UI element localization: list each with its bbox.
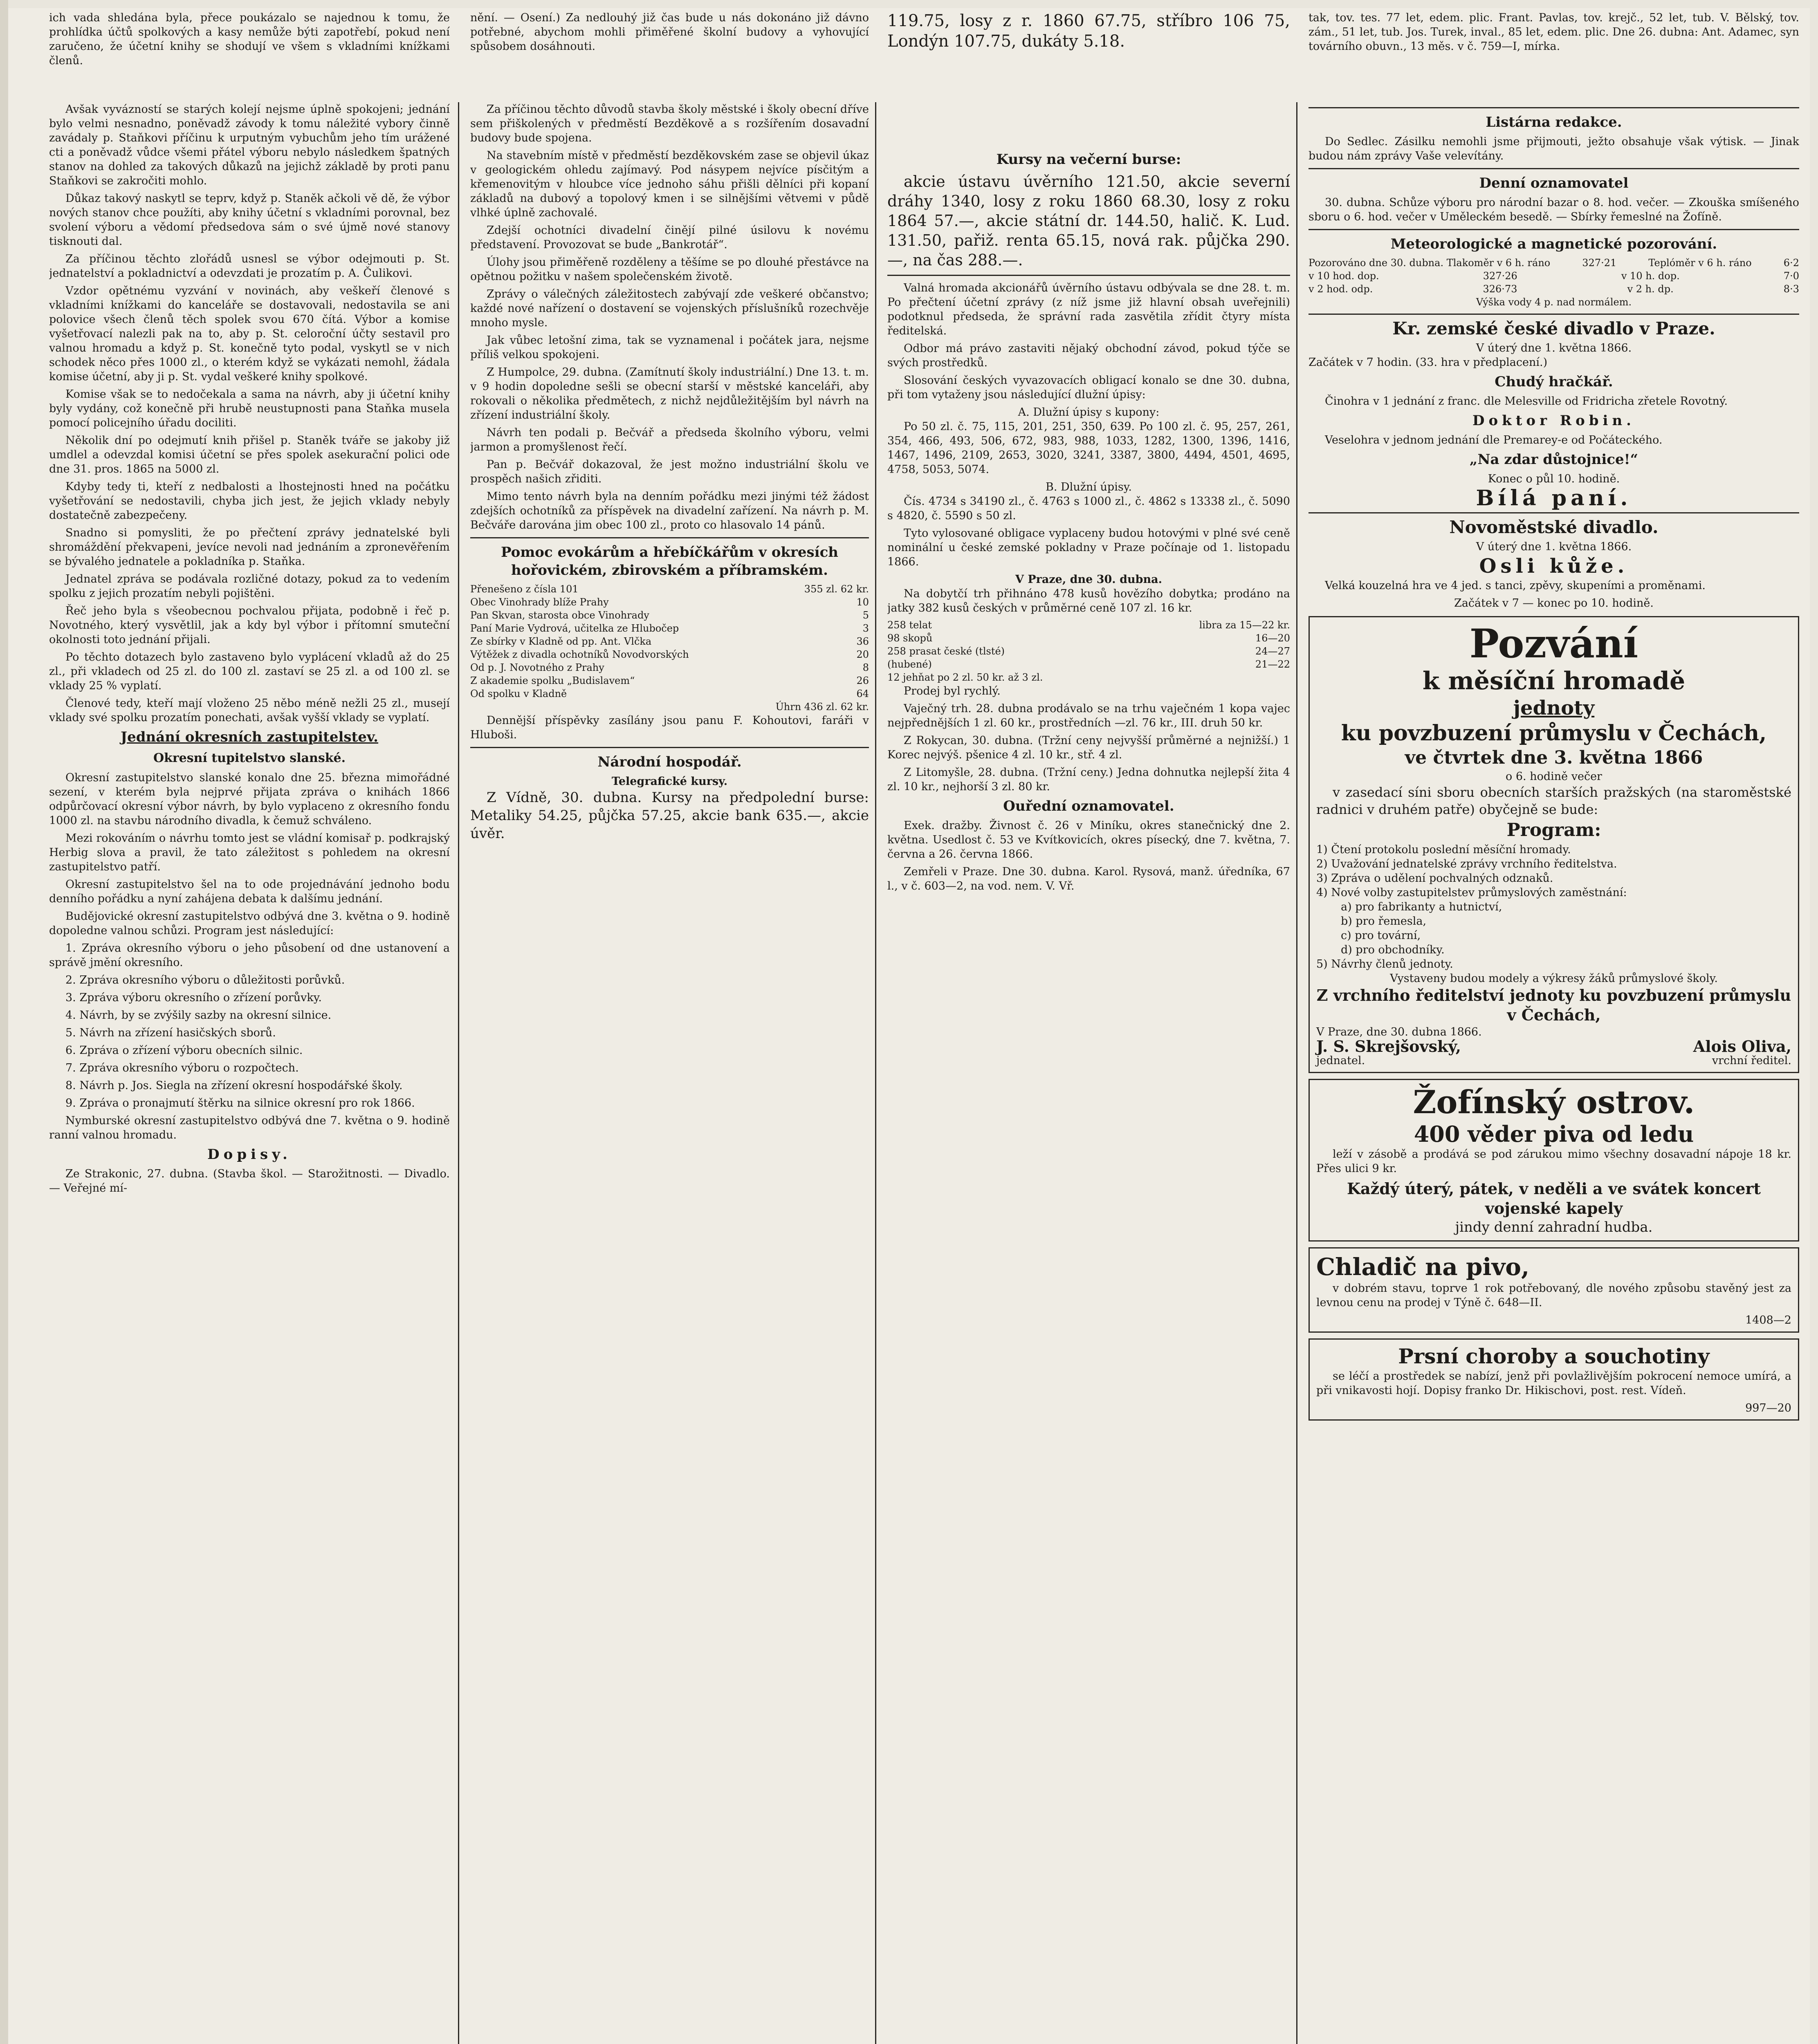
program-note: Vystaveny budou modely a výkresy žáků průmyslové školy. [1390, 972, 1718, 985]
paragraph: Důkaz takový naskytl se teprv, když p. Staněk ačkoli vě dě, že výbor nových stanov chce použíti, aby knihy účetní s vkladními porovnal, bez svolení výboru a vědomí předsedova sám o své újmě nové stanovy tisknouti dal. [49, 192, 450, 248]
column-1 [49, 102, 450, 2044]
column4-top-text: tak, tov. tes. 77 let, edem. plic. Frant. Pavlas, tov. krejč., 52 let, tub. V. Bělský, tov. zám., 51 let, tub. Jos. Turek, inval., 85 let, edem. plic. Dne 26. dubna: Ant. Adamec, syn továrního obuvn., 13 měs. v č. 759—I, mírka. [1309, 11, 1799, 53]
paragraph: Z Humpolce, 29. dubna. (Zamítnutí školy industriální.) Dne 13. t. m. v 9 hodin dopoledne sešli se obecní starší v městské kanceláři, aby rokovali o několika předmětech, z nichž nejdůležitějším byl návrh na zřízení industriální školy. [470, 366, 869, 421]
economy-heading: Národní hospodář. [597, 754, 742, 770]
donation-amount: 355 zl. 62 kr. [804, 583, 869, 595]
paragraph: Avšak vyvázností se starých kolejí nejsme úplně spokojeni; jednání bylo velmi nesnadno, poněvadž závody k tomu náležité vybory činně zavádaly p. Staňkovi příčinu k urputným vybuchům jeho tím urážené cti a poněvadž vůdce všemi přátel výboru nebylo následkem špatných stanov na dohled za takových důkazů na jejichž základě by proti panu Staňkovi se zakročiti mohlo. [49, 103, 450, 187]
donation-amount: 3 [862, 623, 869, 634]
paragraph: Z Litomyšle, 28. dubna. (Tržní ceny.) Jedna dohnutka nejlepší žita 4 zl. 10 kr., nejhorší 3 zl. 80 kr. [887, 766, 1290, 793]
paragraph: Mezi rokováním o návrhu tomto jest se vládní komisař p. podkrajský Herbig slova a pravil, že tato záležitost s pohledem na okresní zastupitelstvo patří. [49, 832, 450, 873]
paragraph: Velká kouzelná hra ve 4 jed. s tanci, zpěvy, skupeními a proměnami. [1325, 579, 1706, 592]
paragraph: Činohra v 1 jednání z franc. dle Melesville od Fridricha zřetele Rovotný. [1325, 395, 1728, 408]
donation-amount: 5 [862, 610, 869, 621]
paragraph: 30. dubna. Schůze výboru pro národní bazar o 8. hod. večer. — Zkouška smíšeného sboru o 6. hod. večer v Uměleckém besedě. — Sbírky řemeslné na Žofíně. [1309, 196, 1799, 223]
divider [1309, 512, 1799, 513]
invitation-city-date: V Praze, dne 30. dubna 1866. [1316, 1026, 1482, 1038]
market-item: 258 prasat české (tlsté) [887, 645, 1005, 657]
meteo-note: Výška vody 4 p. nad normálem. [1476, 296, 1632, 308]
market-heading: V Praze, dne 30. dubna. [1015, 573, 1163, 586]
paragraph: Čís. 4734 s 34190 zl., č. 4763 s 1000 zl., č. 4862 s 13338 zl., č. 5090 s 4820, č. 5590 s 50 zl. [887, 495, 1290, 522]
paragraph: Mimo tento návrh byla na denním pořádku mezi jinými též žádost zdejších ochotníků za příspěvek na divadelní zařízení. Na návrh p. M. Bečváře darována jim obec 100 zl., proto co hlasovalo 14 pánů. [470, 490, 869, 531]
zofin-subtitle: 400 věder piva od ledu [1414, 1121, 1694, 1147]
paragraph: Návrh ten podali p. Bečvář a předseda školního výboru, velmi jarmon a promyšlenost řečí. [470, 426, 869, 453]
paragraph: Ze Strakonic, 27. dubna. (Stavba škol. — Starožitnosti. — Divadlo. — Veřejné mí- [49, 1168, 450, 1195]
zofin-ad [1309, 1079, 1799, 1242]
signature-right-role: vrchní ředitel. [1712, 1054, 1791, 1067]
chladic-ad [1309, 1247, 1799, 1333]
play-title: Chudý hračkář. [1495, 374, 1613, 390]
meteo-temp-label: v 2 h. dp. [1627, 283, 1674, 295]
section-subtitle: Okresní tupitelstvo slanské. [153, 751, 346, 765]
theater-heading: Novoměstské divadlo. [1449, 517, 1659, 537]
left-page-edge [0, 0, 8, 2044]
donation-row [470, 674, 869, 687]
ad-code: 1408—2 [1745, 1314, 1791, 1327]
column2-top-text: nění. — Osení.) Za nedlouhý již čas bude u nás dokonáno již dávno potřebné, abychom mohli přiměřené školní budovy a vyhovující spůsobem dosáhnouti. [470, 11, 869, 53]
paragraph: Snadno si pomysliti, že po přečtení zprávy jednatelské byli shromáždění překvapeni, jevíce nevoli nad jednáním a zpronevěřením se bývalého jednatele a pokladníka p. Staňka. [49, 527, 450, 568]
program-item: b) pro řemesla, [1341, 915, 1427, 928]
program-item: 2) Uvažování jednatelské zprávy vrchního ředitelstva. [1316, 858, 1617, 870]
economy-subheading: Telegrafické kursy. [611, 775, 728, 788]
presni-title: Prsní choroby a souchotiny [1398, 1344, 1710, 1368]
invitation-title: Pozvání [1469, 621, 1638, 667]
signature-left-name: J. S. Skrejšovský, [1316, 1037, 1461, 1056]
market-price: 16—20 [1255, 632, 1290, 644]
theater-date: V úterý dne 1. května 1866. [1476, 540, 1632, 553]
list-item: 4. Návrh, by se zvýšily sazby na okresní silnice. [65, 1009, 332, 1022]
list-item: 2. Zpráva okresního výboru o důležitosti porůvků. [65, 974, 345, 986]
market-row [887, 619, 1290, 632]
market-item: (hubené) [887, 659, 932, 670]
meteo-value: 327·21 [1582, 257, 1617, 269]
meteo-temp: 8·3 [1783, 283, 1799, 295]
column1-top-text: ich vada shledána byla, přece poukázalo se najednou k tomu, že prohlídka účtů spolkových a kasy nemůže býti zapotřebí, pokud není zaručeno, že účetní knihy se shodují ve všem s vkladními knížkami členů. [49, 11, 450, 67]
donation-label: Ze sbírky v Kladně od pp. Ant. Vlčka [470, 636, 652, 647]
market-price: 21—22 [1255, 659, 1290, 670]
relief-heading: Pomoc evokárům a hřebíčkářům v okresích hořovickém, zbirovském a příbramském. [501, 544, 839, 578]
chladic-title: Chladič na pivo, [1316, 1253, 1530, 1281]
donation-row [470, 661, 869, 674]
paragraph: Pan p. Bečvář dokazoval, že jest možno industriální školu ve prospěch našich zřiditi. [470, 458, 869, 485]
invitation-box [1309, 616, 1799, 1073]
paragraph: v zasedací síni sboru obecních starších pražských (na staroměstské radnici v druhém patře) obyčejně se bude: [1316, 784, 1791, 817]
program-item: 3) Zpráva o udělení pochvalných odznaků. [1316, 872, 1553, 885]
meteo-label: Pozorováno dne 30. dubna. Tlakoměr v 6 h. ráno [1309, 257, 1551, 269]
donation-row [470, 609, 869, 622]
meteo-temp-label: Teplóměr v 6 h. ráno [1648, 257, 1752, 269]
meteo-temp: 6·2 [1783, 257, 1799, 269]
paragraph: akcie ústavu úvěrního 121.50, akcie severní dráhy 1340, losy z roku 1860 68.30, losy z roku 1864 57.—, akcie státní dr. 144.50, halič. K. Lud. 131.50, pařiž. renta 65.15, nová rak. půjčka 290.—, na čas 288.—. [887, 173, 1290, 269]
paragraph: Po 50 zl. č. 75, 115, 201, 251, 350, 639. Po 100 zl. č. 95, 257, 261, 354, 466, 493, 506, 672, 983, 988, 1033, 1282, 1300, 1396, 1416, 1467, 1496, 2109, 2653, 3020, 3241, 3387, 3800, 4494, 4501, 4695, 4758, 5053, 5074. [887, 420, 1290, 476]
column3-top-text: 119.75, losy z r. 1860 67.75, stříbro 106 75, Londýn 107.75, dukáty 5.18. [887, 11, 1290, 51]
section-title: Jednání okresních zastupitelstev. [120, 729, 379, 745]
paragraph: Z Rokycan, 30. dubna. (Tržní ceny nejvyšší průměrné a nejnižší.) 1 Korec nejvýš. pšenice 4 zl. 10 kr., stř. 4 zl. [887, 734, 1290, 761]
list-item: 9. Zpráva o pronajmutí štěrku na silnice okresní pro rok 1866. [65, 1097, 415, 1109]
donation-amount: 64 [856, 688, 869, 699]
list-item: 1. Zpráva okresního výboru o jeho působení od dne ustanovení a správě jmění okresního. [49, 942, 450, 969]
paragraph: Úlohy jsou přiměřeně rozděleny a těšíme se po dlouhé přestávce na opětnou požitku v našem společenském životě. [470, 256, 869, 283]
paragraph: Slosování českých vyvazovacích obligací konalo se dne 30. dubna, při tom vytaženy jsou následující dlužní úpisy: [887, 374, 1290, 401]
paragraph: Do Sedlec. Zásilku nemohli jsme přijmouti, ježto obsahuje však výtisk. — Jinak budou nám zprávy Vaše velevítány. [1309, 135, 1799, 162]
signatures [1316, 1037, 1791, 1056]
donation-label: Výtěžek z divadla ochotníků Novodvorských [470, 649, 689, 660]
market-item: 12 jehňat po 2 zl. 50 kr. až 3 zl. [887, 672, 1043, 683]
donation-label: Obec Vinohrady blíže Prahy [470, 596, 609, 608]
meteo-temp-label: v 10 h. dop. [1621, 270, 1680, 282]
program-heading: Program: [1506, 820, 1601, 840]
paragraph: Exek. dražby. Živnost č. 26 v Miníku, okres stanečnický dne 2. května. Usedlost č. 53 ve Kvítkovicích, okres písecký, dne 7. května, 7. června a 26. června 1866. [887, 819, 1290, 861]
paragraph: Za příčinou těchto důvodů stavba školy městské i školy obecní dříve sem přiškolených v předměstí Bezděkově a s rozšířením dosavadní budovy bude spojena. [470, 103, 869, 144]
column-3 [887, 147, 1290, 2044]
paragraph: Veselohra v jednom jednání dle Premarey-e od Počáteckého. [1325, 434, 1663, 446]
invitation-time: o 6. hodině večer [1506, 770, 1602, 783]
zofin-title: Žofínský ostrov. [1413, 1084, 1695, 1121]
column-4 [1309, 102, 1799, 2044]
meteo-row [1309, 282, 1799, 296]
paragraph: Na dobytčí trh přihnáno 478 kusů hovězího dobytka; prodáno na jatky 382 kusů českých v průměrné ceně 107 zl. 16 kr. [887, 587, 1290, 614]
column-divider [458, 102, 459, 2044]
market-row [887, 645, 1290, 658]
paragraph: Jak vůbec letošní zima, tak se vyznamenal i počátek jara, nejsme příliš velkou spokojeni. [470, 334, 869, 361]
market-price: 24—27 [1255, 645, 1290, 657]
donation-label: Paní Marie Vydrová, učitelka ze Hlubočep [470, 623, 679, 634]
paragraph: Kdyby tedy ti, kteří z nedbalosti a lhostejnosti hned na počátku vyšetřování se nedostavili, chyba jich jest, že jejich vklady nebyly dostatečně zabezpečeny. [49, 480, 450, 522]
signature-roles [1316, 1053, 1791, 1068]
paragraph: Zdejší ochotníci divadelní činějí pilné úsilovu k novému představení. Provozovat se bude „Bankrotář“. [470, 224, 869, 251]
program-item: d) pro obchodníky. [1341, 944, 1445, 956]
listarna-heading: Listárna redakce. [1486, 114, 1622, 130]
meteo-temp: 7·0 [1783, 270, 1799, 282]
donation-row [470, 622, 869, 635]
lottery-heading: A. Dlužní úpisy s kupony: [1018, 406, 1160, 419]
market-price: libra za 15—22 kr. [1199, 619, 1290, 631]
donation-amount: 10 [856, 596, 869, 608]
donations-list [470, 583, 869, 713]
paragraph: Prodej byl rychlý. [904, 685, 1001, 697]
list-item: 5. Návrh na zřízení hasičských sborů. [65, 1026, 276, 1039]
paragraph: Z Vídně, 30. dubna. Kursy na předpolední burse: Metaliky 54.25, půjčka 57.25, akcie bank 635.—, akcie úvěr. [470, 789, 869, 842]
donation-amount: 36 [856, 636, 869, 647]
donation-row [470, 583, 869, 596]
donation-row [470, 687, 869, 700]
paragraph: Vzdor opětnému vyzvání v novinách, aby veškeří členové s vkladními knížkami do kanceláře se dostavovali, nedostavila se ani polovice všech členů těch spolek svou 670 čítá. Výbor a komise vyšetřovací nalezli pak na to, aby p. St. celoroční účty sestavil pro valnou hromadu a když p. St. konečně tyto podal, vyskytl se v nich schodek něco přes 1000 zl., o kterém když se vykázati nemohl, žádala komise účetní, aby ji p. St. vydal veškeré knihy spolkové. [49, 285, 450, 383]
theater-footer: Začátek v 7 — konec po 10. hodině. [1454, 597, 1654, 610]
meteo-row [1309, 256, 1799, 269]
program-item: 5) Návrhy členů jednoty. [1316, 958, 1453, 970]
official-heading: Ouřední oznamovatel. [1003, 798, 1174, 814]
paragraph: Členové tedy, kteří mají vloženo 25 něbo méně nežli 25 zl., musejí vklady své spolku prozatím ponechati, avšak vyšší vklady se vyplatí. [49, 697, 450, 724]
program-item: 4) Nové volby zastupitelstev průmyslových zaměstnání: [1316, 886, 1627, 899]
divider [887, 275, 1290, 276]
paragraph: Valná hromada akcionářů úvěrního ústavu odbývala se dne 28. t. m. Po přečtení účetní zprávy (z níž jsme již hlavní obsah uveřejnili) podotknul předseda, že správní rada zasvětila zřídit čtyry místa ředitelská. [887, 282, 1290, 337]
meteo-table [1309, 256, 1799, 309]
program-item: c) pro tovární, [1341, 929, 1421, 942]
donation-label: Z akademie spolku „Budislavem“ [470, 675, 635, 686]
list-item: 8. Návrh p. Jos. Siegla na zřízení okresní hospodářské školy. [65, 1079, 403, 1092]
donation-row [470, 596, 869, 609]
paragraph: Za příčinou těchto zlořádů usnesl se výbor odejmouti p. St. jednatelství a pokladnictví a odevzdati je prozatím p. A. Čulikovi. [49, 253, 450, 280]
paragraph: Zprávy o válečných záležitostech zabývají zde veškeré občanstvo; každé nové nařízení o dostavení se vojenských příslušníků rozechvěje mnoho mysle. [470, 288, 869, 329]
donation-amount: 8 [862, 662, 869, 673]
kursy-heading: Kursy na večerní burse: [996, 151, 1181, 168]
meteo-value: 326·73 [1483, 283, 1517, 295]
invitation-from: Z vrchního ředitelství jednoty ku povzbuzení průmyslu v Čechách, [1316, 986, 1791, 1024]
paragraph: Okresní zastupitelstvo šel na to ode projednávání jednoho bodu denního pořádku a nyní zahájena debata k dalšímu jednání. [49, 878, 450, 905]
dopisy-heading: Dopisy. [207, 1146, 292, 1163]
divider [470, 537, 869, 538]
divider [1309, 229, 1799, 230]
market-row [887, 658, 1290, 671]
paragraph: Řeč jeho byla s všeobecnou pochvalou přijata, podobně i řeč p. Novotného, který vysvětlil, jak a kdy byl výbor i přítomní smuteční okolnosti toto jednání přijali. [49, 605, 450, 646]
zofin-concert: Každý úterý, pátek, v neděli a ve svátek koncert vojenské kapely [1347, 1179, 1761, 1217]
donation-row [470, 648, 869, 661]
paragraph: Dennější příspěvky zasílány jsou panu F. Kohoutovi, faráři v Hluboši. [470, 714, 869, 741]
play-title: „Na zdar důstojnice!“ [1469, 451, 1638, 468]
meteo-heading: Meteorologické a magnetické pozorování. [1390, 236, 1717, 252]
list-item: 6. Zpráva o zřízení výboru obecních silnic. [65, 1044, 303, 1057]
donation-row [470, 635, 869, 648]
meteo-row [1309, 269, 1799, 282]
divider [1309, 168, 1799, 169]
column-divider [1296, 102, 1297, 2044]
market-item: 98 skopů [887, 632, 933, 644]
list-item: 3. Zpráva výboru okresního o zřízení porůvky. [65, 991, 322, 1004]
paragraph: Několik dní po odejmutí knih přišel p. Staněk tváře se jakoby již umdlel a odevzdal komisi účetní se přes spolek asekurační polici ode dne 31. pros. 1865 na 5000 zl. [49, 434, 450, 475]
donation-amount: 26 [856, 675, 869, 686]
paragraph: Po těchto dotazech bylo zastaveno bylo vyplácení vkladů až do 25 zl., při vkladech od 25 zl. do 100 zl. zastaví se 25 zl. a od 100 zl. se vklady 25 % vyplatí. [49, 651, 450, 692]
invitation-date: ve čtvrtek dne 3. května 1866 [1405, 747, 1703, 768]
divider [1309, 314, 1799, 315]
market-item: 258 telat [887, 619, 932, 631]
paragraph: Tyto vylosované obligace vyplaceny budou hotovými v plné své ceně nominální u české zemské pokladny v Praze počínaje od 1. listopadu 1866. [887, 527, 1290, 568]
signature-left-role: jednatel. [1316, 1054, 1365, 1067]
donation-label: Pan Skvan, starosta obce Vinohrady [470, 610, 649, 621]
theater-heading: Kr. zemské české divadlo v Praze. [1392, 318, 1715, 338]
paragraph: Na stavebním místě v předměstí bezděkovském zase se objevil úkaz v geologickém ohledu zajímavý. Pod násypem nejvíce písčitým a křemenovitým v hloubce více jednoho sáhu přišli dělníci při kopaní základů na dubový a topolový kmen i se silnějšími větvemi v půdě vlhké úplně zachovalé. [470, 149, 869, 219]
program-item: 1) Čtení protokolu poslední měsíční hromady. [1316, 843, 1571, 856]
donation-amount: 20 [856, 649, 869, 660]
list-item: 7. Zpráva okresního výboru o rozpočtech. [65, 1062, 299, 1074]
donation-label: Od spolku v Kladně [470, 688, 567, 699]
theater-start: Začátek v 7 hodin. (33. hra v předplacení.) [1309, 356, 1548, 369]
invitation-org: jednoty [1513, 697, 1595, 719]
divider [470, 747, 869, 748]
presni-ad [1309, 1338, 1799, 1421]
program-item: a) pro fabrikanty a hutnictví, [1341, 901, 1502, 913]
paragraph: Vaječný trh. 28. dubna prodávalo se na trhu vaječném 1 kopa vajec nejpřednějších 1 zl. 60 kr., prostředních —zl. 76 kr., III. druh 50 kr. [887, 702, 1290, 729]
market-table [887, 619, 1290, 684]
play-title: Doktor Robin. [1472, 412, 1636, 429]
invitation-purpose: ku povzbuzení průmyslu v Čechách, [1341, 721, 1767, 746]
theater-footer: Konec o půl 10. hodině. [1488, 473, 1620, 485]
play-title: Bílá paní. [1476, 486, 1632, 511]
market-row [887, 671, 1290, 684]
zofin-concert-2: jindy denní zahradní hudba. [1455, 1219, 1653, 1235]
ad-code: 997—20 [1745, 1402, 1791, 1414]
play-title: Osli kůže. [1479, 555, 1629, 578]
donation-label: Přenešeno z čísla 101 [470, 583, 579, 595]
donation-total: Úhrn 436 zl. 62 kr. [775, 701, 869, 713]
denni-heading: Denní oznamovatel [1479, 175, 1629, 191]
invitation-subtitle: k měsíční hromadě [1422, 667, 1686, 695]
lottery-heading: B. Dlužní úpisy. [1046, 481, 1132, 493]
paragraph: se léčí a prostředek se nabízí, jenž při povlažlivějším pokrocení nemoce umírá, a při vnikavosti hojí. Dopisy franko Dr. Hikischovi, post. rest. Vídeň. [1316, 1370, 1791, 1397]
meteo-label: v 10 hod. dop. [1309, 270, 1379, 282]
paragraph: v dobrém stavu, toprve 1 rok potřebovaný, dle nového způsobu stavěný jest za levnou cenu na prodej v Týně č. 648—II. [1316, 1282, 1791, 1309]
meteo-value: 327·26 [1483, 270, 1517, 282]
paragraph: leží v zásobě a prodává se pod zárukou mimo všechny dosavadní nápoje 18 kr. Přes ulici 9 kr. [1316, 1148, 1791, 1175]
paragraph: Zemřeli v Praze. Dne 30. dubna. Karol. Rysová, manž. úředníka, 67 l., v č. 603—2, na vod. nem. V. Vř. [887, 865, 1290, 892]
paragraph: Budějovické okresní zastupitelstvo odbývá dne 3. května o 9. hodině dopoledne valnou schůzi. Program jest následující: [49, 910, 450, 937]
paragraph: Okresní zastupitelstvo slanské konalo dne 25. března mimořádné sezení, v kterém byla nejprvé přijata zpráva o knihách 1866 odpůrčovací okresní výbor návrh, by bylo vyplaceno z okresního fondu 1000 zl. na stavbu národního divadla, k čemuž schváleno. [49, 771, 450, 827]
market-row [887, 632, 1290, 645]
signature-right-name: Alois Oliva, [1693, 1037, 1791, 1056]
paragraph: Jednatel zpráva se podávala rozličné dotazy, pokud za to vedením spolku z jejich prozatím nebyli pojištěni. [49, 573, 450, 600]
divider [1309, 107, 1799, 108]
column-divider [875, 102, 876, 2044]
theater-date: V úterý dne 1. května 1866. [1476, 342, 1632, 354]
paragraph: Nymburské okresní zastupitelstvo odbývá dne 7. května o 9. hodině ranní valnou hromadu. [49, 1114, 450, 1141]
meteo-label: v 2 hod. odp. [1309, 283, 1373, 295]
paragraph: Komise však se to nedočekala a sama na návrh, aby ji účetní knihy byly vydány, což konečně při hrubě neustupnosti pana Staňka musela pomocí policejního úřadu dociliti. [49, 388, 450, 429]
column-2 [470, 102, 869, 2044]
paragraph: Odbor má právo zastaviti nějaký obchodní závod, pokud týče se svých prostředků. [887, 342, 1290, 369]
donation-label: Od p. J. Novotného z Prahy [470, 662, 604, 673]
